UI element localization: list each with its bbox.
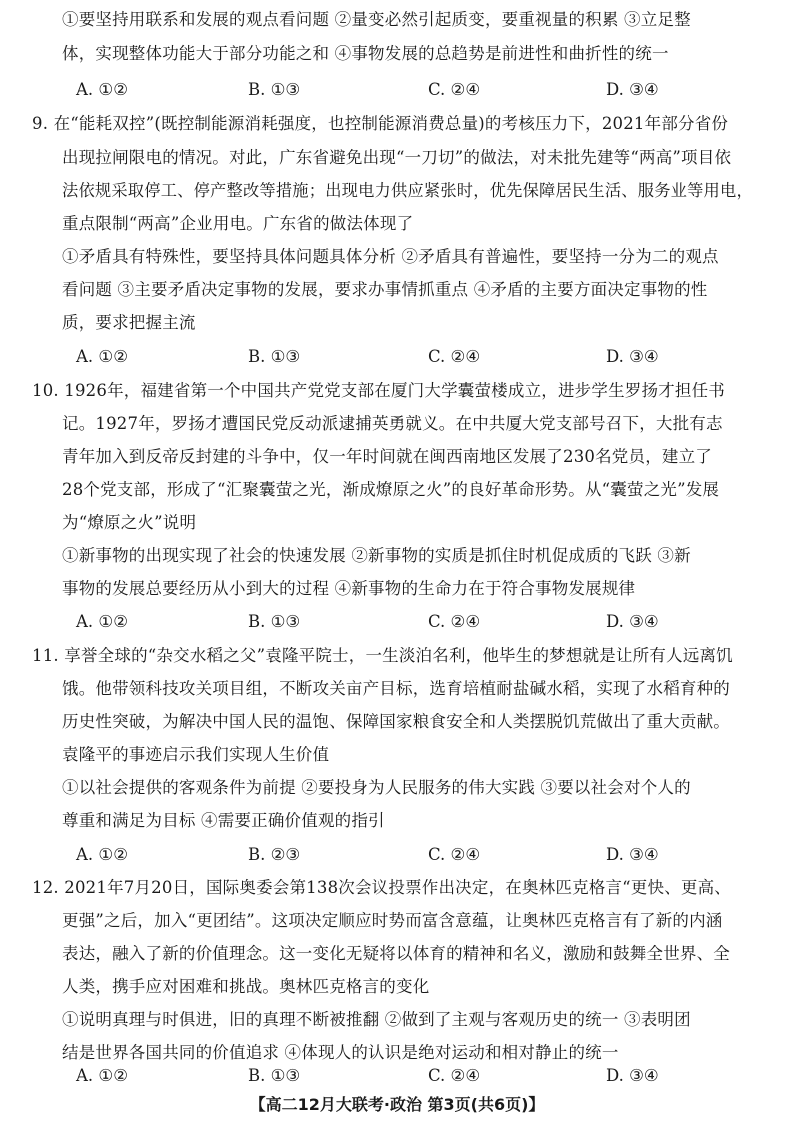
q8-stem-line-2: 体，实现整体功能大于部分功能之和 ④事物发展的总趋势是前进性和曲折性的统一	[62, 44, 669, 63]
q12-option-c[interactable]: C. ②④	[428, 1066, 481, 1085]
q12-option-b[interactable]: B. ①③	[248, 1066, 301, 1085]
q12-option-d[interactable]: D. ③④	[606, 1066, 659, 1085]
q8-option-a[interactable]: A. ①②	[76, 80, 128, 99]
q9-stem-line-2: 出现拉闸限电的情况。对此，广东省避免出现“一刀切”的做法，对未批先建等“两高”项目依	[62, 148, 732, 167]
q11-stem-line-3: 历史性突破，为解决中国人民的温饱、保障国家粮食安全和人类摆脱饥荒做出了重大贡献。	[62, 712, 730, 731]
q9-option-d[interactable]: D. ③④	[606, 347, 659, 366]
q12-stem-line-2: 更强”之后，加入“更团结”。这项决定顺应时势而富含意蕴，让奥林匹克格言有了新的内涵	[62, 911, 723, 930]
q12-stem-line-1: 12. 2021年7月20日，国际奥委会第138次会议投票作出决定，在奥林匹克格言“更快、更高、	[32, 878, 731, 897]
q10-stem-line-3: 青年加入到反帝反封建的斗争中，仅一年时间就在闽西南地区发展了230名党员，建立了	[62, 447, 712, 466]
q12-choice-line-2: 结是世界各国共同的价值追求 ④体现人的认识是绝对运动和相对静止的统一	[62, 1043, 619, 1062]
q8-option-c[interactable]: C. ②④	[428, 80, 481, 99]
q10-stem-line-4: 28个党支部，形成了“汇聚囊萤之光，渐成燎原之火”的良好革命形势。从“囊萤之光”发展	[62, 480, 720, 499]
q11-option-a[interactable]: A. ①②	[76, 845, 128, 864]
q10-stem-line-1: 10. 1926年，福建省第一个中国共产党党支部在厦门大学囊萤楼成立，进步学生罗扬才担任书	[32, 381, 725, 400]
q11-options	[76, 845, 756, 867]
q11-stem-line-1: 11. 享誉全球的“杂交水稻之父”袁隆平院士，一生淡泊名利，他毕生的梦想就是让所有人远离饥	[32, 646, 733, 665]
q10-option-c[interactable]: C. ②④	[428, 612, 481, 631]
q9-stem-line-4: 重点限制“两高”企业用电。广东省的做法体现了	[62, 214, 414, 233]
q8-option-b[interactable]: B. ①③	[248, 80, 301, 99]
q8-stem-line-1: ①要坚持用联系和发展的观点看问题 ②量变必然引起质变，要重视量的积累 ③立足整	[62, 10, 691, 29]
q9-stem-line-1: 9. 在“能耗双控”(既控制能源消耗强度，也控制能源消费总量)的考核压力下，2021年部分省份	[32, 114, 729, 133]
page-footer: 【高二12月大联考·政治 第3页(共6页)】	[249, 1095, 545, 1114]
q12-options	[76, 1066, 756, 1088]
q12-choice-line-1: ①说明真理与时俱进，旧的真理不断被推翻 ②做到了主观与客观历史的统一 ③表明团	[62, 1010, 691, 1029]
q10-stem-line-5: 为“燎原之火”说明	[62, 513, 197, 532]
q9-option-c[interactable]: C. ②④	[428, 347, 481, 366]
q9-stem-line-3: 法依规采取停工、停产整改等措施；出现电力供应紧张时，优先保障居民生活、服务业等用电，	[62, 181, 753, 200]
q10-options	[76, 612, 756, 634]
q11-option-c[interactable]: C. ②④	[428, 845, 481, 864]
q9-choice-line-1: ①矛盾具有特殊性，要坚持具体问题具体分析 ②矛盾具有普遍性，要坚持一分为二的观点	[62, 247, 719, 266]
q9-option-b[interactable]: B. ①③	[248, 347, 301, 366]
q8-options	[76, 80, 756, 102]
q11-option-b[interactable]: B. ②③	[248, 845, 301, 864]
q8-option-d[interactable]: D. ③④	[606, 80, 659, 99]
q10-option-d[interactable]: D. ③④	[606, 612, 659, 631]
q10-choice-line-2: 事物的发展总要经历从小到大的过程 ④新事物的生命力在于符合事物发展规律	[62, 579, 636, 598]
q11-stem-line-2: 饿。他带领科技攻关项目组，不断攻关亩产目标，选育培植耐盐碱水稻，实现了水稻育种的	[62, 679, 730, 698]
q10-stem-line-2: 记。1927年，罗扬才遭国民党反动派逮捕英勇就义。在中共厦大党支部号召下，大批有志	[62, 414, 723, 433]
q11-choice-line-2: 尊重和满足为目标 ④需要正确价值观的指引	[62, 811, 385, 830]
q9-choice-line-2: 看问题 ③主要矛盾决定事物的发展，要求办事情抓重点 ④矛盾的主要方面决定事物的性	[62, 280, 708, 299]
q10-option-a[interactable]: A. ①②	[76, 612, 128, 631]
q11-option-d[interactable]: D. ③④	[606, 845, 659, 864]
q10-option-b[interactable]: B. ①③	[248, 612, 301, 631]
q9-choice-line-3: 质，要求把握主流	[62, 313, 196, 332]
q11-stem-line-4: 袁隆平的事迹启示我们实现人生价值	[62, 745, 330, 764]
q12-stem-line-3: 表达，融入了新的价值理念。这一变化无疑将以体育的精神和名义，激励和鼓舞全世界、全	[62, 944, 730, 963]
q12-stem-line-4: 人类，携手应对困难和挑战。奥林匹克格言的变化	[62, 977, 430, 996]
q11-choice-line-1: ①以社会提供的客观条件为前提 ②要投身为人民服务的伟大实践 ③要以社会对个人的	[62, 778, 691, 797]
q10-choice-line-1: ①新事物的出现实现了社会的快速发展 ②新事物的实质是抓住时机促成质的飞跃 ③新	[62, 546, 691, 565]
q9-option-a[interactable]: A. ①②	[76, 347, 128, 366]
q9-options	[76, 347, 756, 369]
q12-option-a[interactable]: A. ①②	[76, 1066, 128, 1085]
